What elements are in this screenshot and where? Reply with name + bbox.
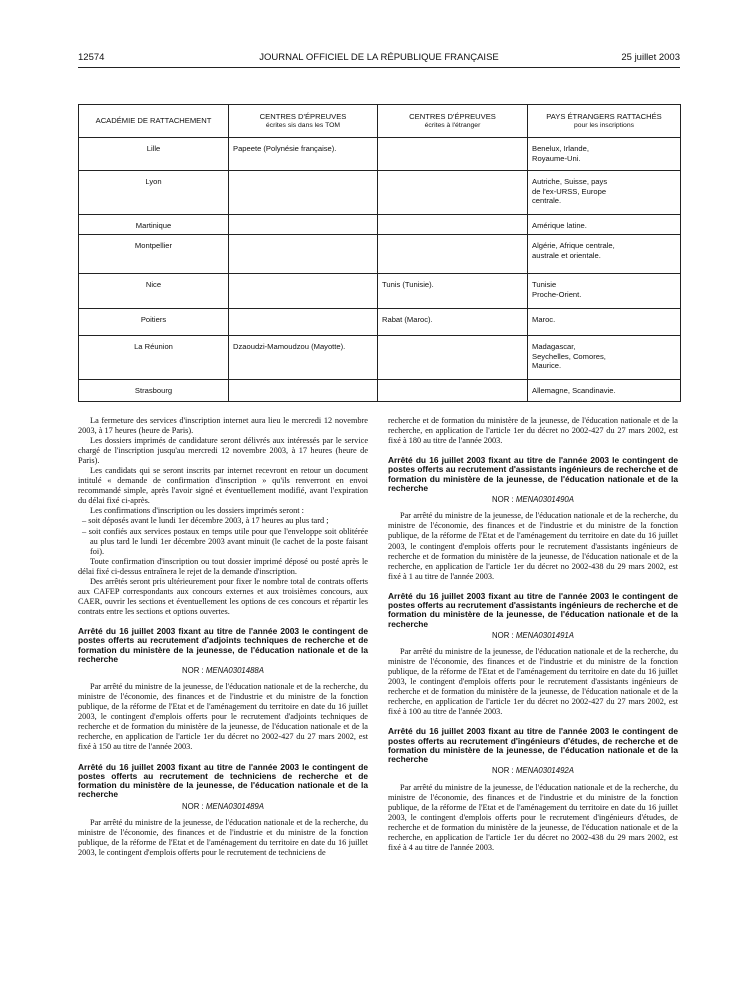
cell-academie: Poitiers [79,309,229,336]
journal-title: JOURNAL OFFICIEL DE LA RÉPUBLIQUE FRANÇAISE [259,52,499,63]
cell-tom [229,274,378,309]
decree-title: Arrêté du 16 juillet 2003 fixant au titre de l'année 2003 le contingent de postes offerts au recrutement d'ingénieurs d'études, de recherche et de formation du ministère de la jeunesse, de l'éducation nationale et de la recherche [388,726,678,765]
col-header-etranger: CENTRES D'ÉPREUVES écrites à l'étranger [378,105,528,138]
cell-tom: Dzaoudzi-Mamoudzou (Mayotte). [229,336,378,380]
decree-body: Par arrêté du ministre de la jeunesse, de l'éducation nationale et de la recherche, du ministre de l'économie, des finances et de l'industrie et du ministre de la fonction publique, de la réforme de l'Etat et de l'aménagement du territoire en date du 16 juillet 2003, le contingent d'emplois offerts pour le recrutement d'ingénieurs d'études, de recherche et de formation du ministère de la jeunesse, de l'éducation nationale et de la recherche, en application de l'article 1er du décret no 2002-438 du 29 mars 2002, est fixé à 4 au titre de l'année 2003. [388,782,678,852]
cell-tom: Papeete (Polynésie française). [229,138,378,171]
cell-etranger [378,336,528,380]
cell-etranger [378,171,528,215]
header-rule [78,67,680,68]
col-header-tom: CENTRES D'ÉPREUVES écrites sis dans les TOM [229,105,378,138]
cell-etranger: Rabat (Maroc). [378,309,528,336]
page-header [78,52,680,66]
paragraph: Les confirmations d'inscription ou les dossiers imprimés seront : [90,506,304,516]
table-row [79,171,681,215]
col-header-academie: ACADÉMIE DE RATTACHEMENT [79,105,229,138]
table-row [79,336,681,380]
table-row [79,215,681,235]
academies-table [78,104,681,402]
cell-pays: Maroc. [528,309,681,336]
nor-reference: NOR : MENA0301490A [492,495,574,505]
cell-tom [229,171,378,215]
nor-reference: NOR : MENA0301492A [492,766,574,776]
table-row [79,235,681,274]
paragraph: Toute confirmation d'inscription ou tout dossier imprimé déposé ou posté après le délai fixé ci-dessus entraînera le rejet de la demande d'inscription. [78,556,368,576]
cell-etranger [378,138,528,171]
cell-tom [229,235,378,274]
cell-pays: Algérie, Afrique centrale, australe et orientale. [528,235,681,274]
table-row [79,274,681,309]
page-number: 12574 [78,52,105,63]
cell-tom [229,380,378,402]
list-item: – soit confiés aux services postaux en temps utile pour que l'enveloppe soit oblitérée au plus tard le lundi 1er décembre 2003 avant minuit (le cachet de la poste faisant foi). [82,526,368,556]
decree-title: Arrêté du 16 juillet 2003 fixant au titre de l'année 2003 le contingent de postes offerts au recrutement d'assistants ingénieurs de recherche et de formation du ministère de la jeunesse, de l'éducation nationale et de la recherche [388,455,678,494]
cell-academie: Strasbourg [79,380,229,402]
cell-pays: Allemagne, Scandinavie. [528,380,681,402]
cell-pays: Madagascar, Seychelles, Comores, Maurice. [528,336,681,380]
cell-academie: Lille [79,138,229,171]
list-item: – soit déposés avant le lundi 1er décembre 2003, à 17 heures au plus tard ; [82,516,329,526]
table-row [79,309,681,336]
cell-etranger: Tunis (Tunisie). [378,274,528,309]
cell-academie: Montpellier [79,235,229,274]
nor-reference: NOR : MENA0301488A [182,666,264,676]
issue-date: 25 juillet 2003 [621,52,680,63]
paragraph: Des arrêtés seront pris ultérieurement pour fixer le nombre total de contrats offerts aux CAFEP correspondants aux concours externes et aux troisièmes concours, aux CAER, ouvrir les sections et éventuellement les options de ces concours et répartir les contrats entre les sections et options ouvertes. [78,576,368,616]
decree-body: Par arrêté du ministre de la jeunesse, de l'éducation nationale et de la recherche, du ministre de l'économie, des finances et de l'industrie et du ministre de la fonction publique, de la réforme de l'Etat et de l'aménagement du territoire en date du 16 juillet 2003, le contingent d'emplois offerts pour le recrutement d'assistants ingénieurs de recherche et de formation du ministère de la jeunesse, de l'éducation nationale et de la recherche, en application de l'article 1er du décret no 2002-438 du 29 mars 2002, est fixé à 1 au titre de l'année 2003. [388,511,678,581]
paragraph: Les candidats qui se seront inscrits par internet recevront en retour un document intitulé « demande de confirmation d'inscription » qu'ils renverront en envoi recommandé simple, après l'avoir signé et éventuellement modifié, avant l'expiration du délai fixé ci-après. [78,466,368,506]
cell-academie: Martinique [79,215,229,235]
cell-academie: Nice [79,274,229,309]
right-column [388,416,678,853]
nor-reference: NOR : MENA0301491A [492,630,574,640]
paragraph: Les dossiers imprimés de candidature seront délivrés aux intéressés par le service chargé de l'inscription jusqu'au mercredi 12 novembre 2003, à 17 heures (heure de Paris). [78,436,368,466]
left-column [78,416,368,858]
decree-body: Par arrêté du ministre de la jeunesse, de l'éducation nationale et de la recherche, du ministre de l'économie, des finances et de l'industrie et du ministre de la fonction publique, de la réforme de l'Etat et de l'aménagement du territoire en date du 16 juillet 2003, le contingent d'emplois offerts pour le recrutement d'assistants ingénieurs de recherche et de formation du ministère de la jeunesse, de l'éducation nationale et de la recherche, en application de l'article 1er du décret no 2002-427 du 27 mars 2002, est fixé à 100 au titre de l'année 2003. [388,646,678,717]
decree-body-continued: recherche et de formation du ministère de la jeunesse, de l'éducation nationale et de la recherche, en application de l'article 1er du décret no 2002-427 du 27 mars 2002, est fixé à 180 au titre de l'année 2003. [388,416,678,446]
col-header-pays: PAYS ÉTRANGERS RATTACHÉS pour les inscriptions [528,105,681,138]
decree-title: Arrêté du 16 juillet 2003 fixant au titre de l'année 2003 le contingent de postes offerts au recrutement d'adjoints techniques de recherche et de formation du ministère de la jeunesse, de l'éducation nationale et de la recherche [78,625,368,664]
cell-tom [229,309,378,336]
nor-reference: NOR : MENA0301489A [182,801,264,811]
decree-body: Par arrêté du ministre de la jeunesse, de l'éducation nationale et de la recherche, du ministre de l'économie, des finances et de l'industrie et du ministre de la fonction publique, de la réforme de l'Etat et de l'aménagement du territoire en date du 16 juillet 2003, le contingent d'emplois offerts pour le recrutement de techniciens de [78,817,368,857]
cell-tom [229,215,378,235]
cell-pays: Autriche, Suisse, pays de l'ex-URSS, Europe centrale. [528,171,681,215]
cell-academie: Lyon [79,171,229,215]
paragraph: La fermeture des services d'inscription internet aura lieu le mercredi 12 novembre 2003, à 17 heures (heure de Paris). [78,416,368,436]
table-row [79,138,681,171]
cell-pays: Benelux, Irlande, Royaume-Uni. [528,138,681,171]
cell-pays: Tunisie Proche-Orient. [528,274,681,309]
cell-etranger [378,215,528,235]
decree-body: Par arrêté du ministre de la jeunesse, de l'éducation nationale et de la recherche, du ministre de l'économie, des finances et de l'industrie et du ministre de la fonction publique, de la réforme de l'Etat et de l'aménagement du territoire en date du 16 juillet 2003, le contingent d'emplois offerts pour le recrutement d'adjoints techniques de recherche et de formation du ministère de la jeunesse, de l'éducation nationale et de la recherche, en application de l'article 1er du décret no 2002-427 du 27 mars 2002, est fixé à 150 au titre de l'année 2003. [78,682,368,752]
cell-etranger [378,235,528,274]
decree-title: Arrêté du 16 juillet 2003 fixant au titre de l'année 2003 le contingent de postes offerts au recrutement d'assistants ingénieurs de recherche et de formation du ministère de la jeunesse, de l'éducation nationale et de la recherche [388,590,678,629]
decree-title: Arrêté du 16 juillet 2003 fixant au titre de l'année 2003 le contingent de postes offerts au recrutement de techniciens de recherche et de formation du ministère de la jeunesse, de l'éducation nationale et de la recherche [78,761,368,800]
cell-academie: La Réunion [79,336,229,380]
table-header-row [79,105,681,138]
table-row [79,380,681,402]
cell-pays: Amérique latine. [528,215,681,235]
cell-etranger [378,380,528,402]
